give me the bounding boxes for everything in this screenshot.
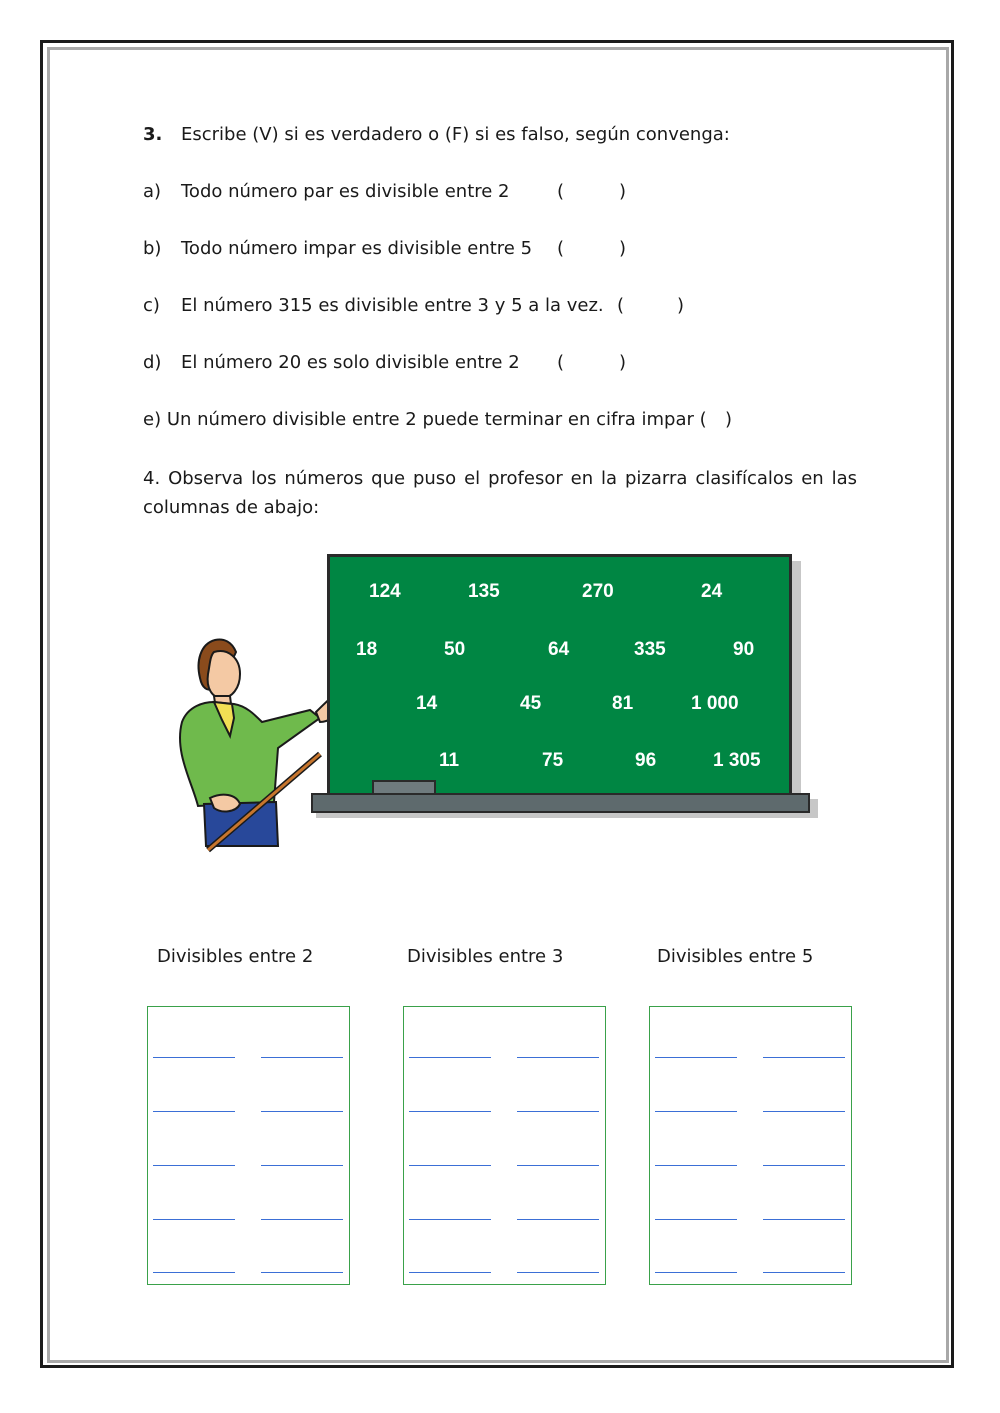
- board-number: 14: [416, 693, 438, 714]
- answer-blank-line[interactable]: [517, 1111, 599, 1112]
- answer-blank-line[interactable]: [655, 1272, 737, 1273]
- answer-blank-line[interactable]: [153, 1057, 235, 1058]
- answer-box-divisible-2: [147, 1006, 350, 1285]
- answer-blank-line[interactable]: [261, 1057, 343, 1058]
- answer-blank-line[interactable]: [153, 1219, 235, 1220]
- answer-blank-line[interactable]: [763, 1057, 845, 1058]
- statement-a: [143, 181, 510, 203]
- answer-box-divisible-3: [403, 1006, 606, 1285]
- statement-b: [143, 238, 533, 260]
- answer-blank-line[interactable]: [655, 1057, 737, 1058]
- board-number: 50: [444, 639, 466, 660]
- board-number: 135: [468, 581, 500, 602]
- statement-text: e) Un número divisible entre 2 puede terminar en cifra impar (: [143, 409, 707, 430]
- column-title-divisible-2: Divisibles entre 2: [157, 946, 314, 967]
- answer-blank-line[interactable]: [153, 1272, 235, 1273]
- board-number: 11: [439, 750, 460, 771]
- board-number: 45: [520, 693, 542, 714]
- column-title-divisible-3: Divisibles entre 3: [407, 946, 564, 967]
- chalk-tray: [311, 793, 810, 813]
- answer-open-paren: (: [557, 352, 565, 373]
- answer-blank-line[interactable]: [409, 1057, 491, 1058]
- question-3-heading: [143, 124, 730, 146]
- answer-blank-line[interactable]: [763, 1219, 845, 1220]
- board-number: 124: [369, 581, 401, 602]
- answer-blank-line[interactable]: [261, 1111, 343, 1112]
- answer-blank-line[interactable]: [763, 1111, 845, 1112]
- answer-close-paren: ): [677, 295, 685, 316]
- answer-blank-line[interactable]: [655, 1219, 737, 1220]
- question-4-text: 4. Observa los números que puso el profesor en la pizarra clasifícalos en las columnas de abajo:: [143, 468, 857, 518]
- answer-blank-line[interactable]: [517, 1165, 599, 1166]
- board-number: 96: [635, 750, 657, 771]
- statement-letter: a): [143, 181, 162, 202]
- question-number: 3.: [143, 124, 163, 145]
- answer-blank-line[interactable]: [655, 1111, 737, 1112]
- board-number: 75: [542, 750, 564, 771]
- board-number: 335: [634, 639, 666, 660]
- answer-close-paren: ): [619, 238, 627, 259]
- board-number: 1 305: [713, 750, 761, 771]
- statement-text: El número 315 es divisible entre 3 y 5 a la vez.: [181, 295, 604, 316]
- statement-c: [143, 295, 604, 317]
- board-number: 1 000: [691, 693, 739, 714]
- answer-close-paren: ): [619, 181, 627, 202]
- board-number: 24: [701, 581, 723, 602]
- column-title-divisible-5: Divisibles entre 5: [657, 946, 814, 967]
- statement-letter: d): [143, 352, 162, 373]
- board-number: 90: [733, 639, 755, 660]
- question-instruction: Escribe (V) si es verdadero o (F) si es falso, según convenga:: [181, 124, 730, 145]
- statement-text: Todo número par es divisible entre 2: [181, 181, 510, 202]
- answer-open-paren: (: [557, 181, 565, 202]
- answer-blank-line[interactable]: [517, 1272, 599, 1273]
- answer-blank-line[interactable]: [153, 1165, 235, 1166]
- answer-blank-line[interactable]: [261, 1219, 343, 1220]
- answer-blank-line[interactable]: [655, 1165, 737, 1166]
- statement-text: Todo número impar es divisible entre 5: [181, 238, 533, 259]
- answer-close-paren: ): [725, 409, 733, 430]
- board-number: 81: [612, 693, 634, 714]
- answer-blank-line[interactable]: [261, 1272, 343, 1273]
- statement-d: [143, 352, 520, 374]
- answer-blank-line[interactable]: [517, 1219, 599, 1220]
- board-eraser: [372, 780, 436, 795]
- answer-blank-line[interactable]: [763, 1272, 845, 1273]
- answer-blank-line[interactable]: [517, 1057, 599, 1058]
- answer-blank-line[interactable]: [261, 1165, 343, 1166]
- answer-blank-line[interactable]: [409, 1165, 491, 1166]
- answer-open-paren: (: [617, 295, 625, 316]
- answer-close-paren: ): [619, 352, 627, 373]
- answer-blank-line[interactable]: [409, 1111, 491, 1112]
- statement-e: [143, 409, 707, 431]
- answer-open-paren: (: [557, 238, 565, 259]
- statement-letter: c): [143, 295, 160, 316]
- answer-blank-line[interactable]: [409, 1272, 491, 1273]
- statement-letter: b): [143, 238, 162, 259]
- answer-blank-line[interactable]: [409, 1219, 491, 1220]
- answer-blank-line[interactable]: [763, 1165, 845, 1166]
- board-number: 270: [582, 581, 614, 602]
- board-number: 18: [356, 639, 378, 660]
- board-number: 64: [548, 639, 570, 660]
- answer-blank-line[interactable]: [153, 1111, 235, 1112]
- answer-box-divisible-5: [649, 1006, 852, 1285]
- statement-text: El número 20 es solo divisible entre 2: [181, 352, 520, 373]
